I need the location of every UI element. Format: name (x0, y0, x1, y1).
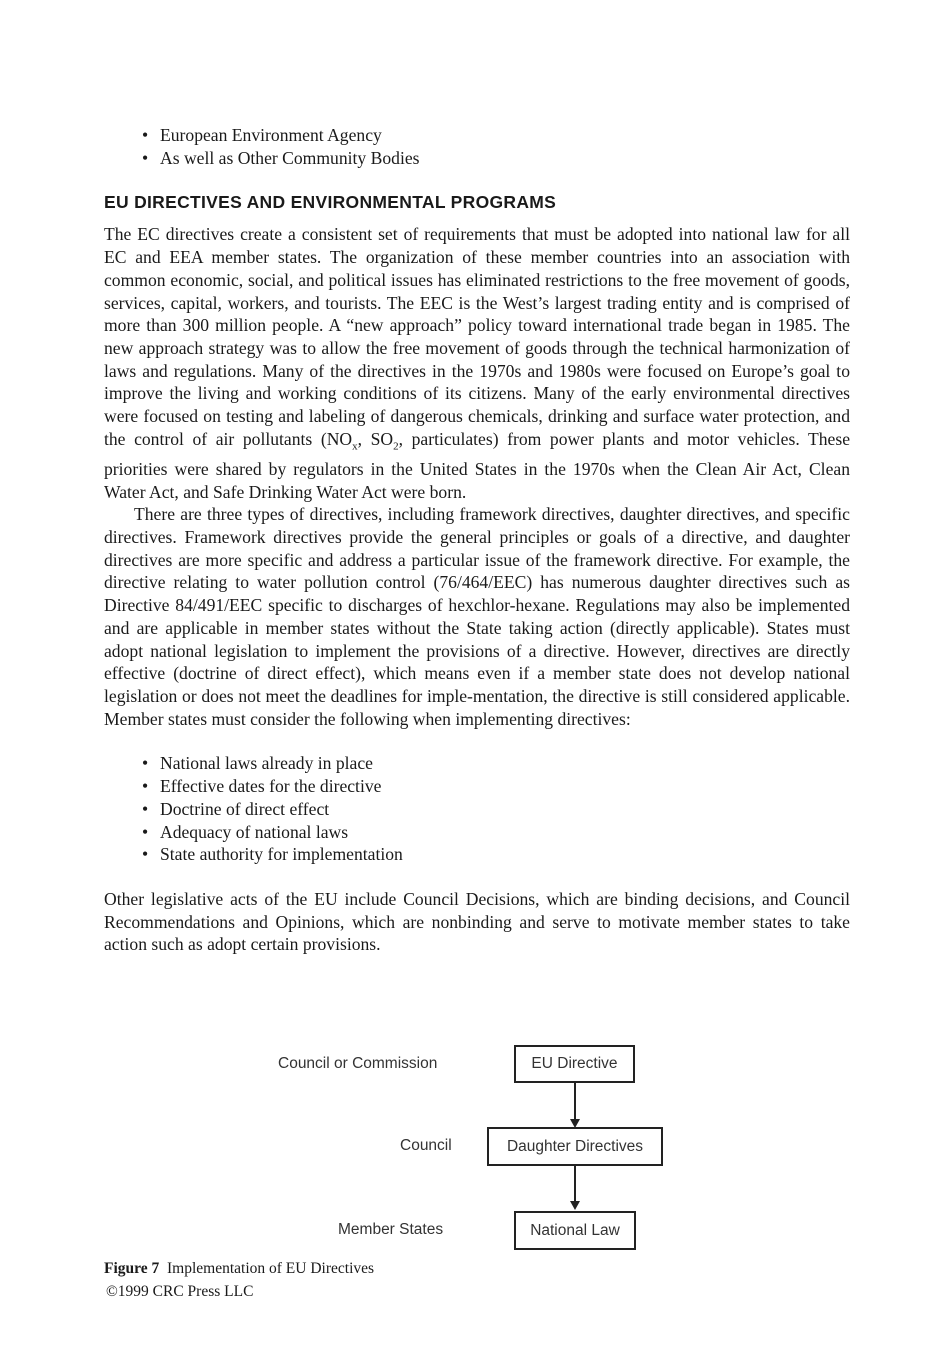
paragraph-3: Other legislative acts of the EU include Council Decisions, which are binding decisions, and Council Recommendations and Opinions, which are nonbinding and serve to motivate member states to take action such as adopt certain provisions. (104, 888, 850, 955)
paragraph-1-text-b: , SO (357, 428, 394, 449)
list-item: • Effective dates for the directive (142, 775, 850, 798)
paragraph-1-text-a: The EC directives create a consistent set of requirements that must be adopted into national law for all EC and EEA member states. The organization of these member countries into an association with common economic, social, and political issues has eliminated restrictions to the free movement of goods, services, capital, workers, and tourists. The EEC is the West’s largest trading entity and is comprised of more than 300 million people. A “new approach” policy toward international trade began in 1985. The new approach strategy was to allow the free movement of goods through the technical harmonization of laws and regulations. Many of the directives in the 1970s and 1980s were focused on Europe’s goal to improve the living and working conditions of its citizens. Many of the early environmental directives were focused on testing and labeling of dangerous chemicals, drinking and surface water protection, and the control of air pollutants (NO (104, 224, 850, 449)
paragraph-1 (104, 223, 850, 503)
box-daughter-directives: Daughter Directives (487, 1127, 663, 1166)
box-national-law: National Law (514, 1211, 636, 1250)
actor-label-council-or-commission: Council or Commission (278, 1055, 438, 1072)
list-item: • Doctrine of direct effect (142, 798, 850, 821)
intro-bullet-list (104, 124, 850, 169)
actor-label-member-states: Member States (338, 1221, 444, 1238)
list-item: • As well as Other Community Bodies (142, 147, 850, 170)
list-item: • State authority for implementation (142, 843, 850, 866)
paragraph-2: There are three types of directives, including framework directives, daughter directives, and specific directives. Framework directives provide the general principles or goals of a directive, and daughter directives are more specific and address a particular issue of the framework directive. For example, the directive relating to water pollution control (76/464/EEC) has numerous daughter directives such as Directive 84/491/EEC specific to discharges of hexchlor-hexane. Regulations may also be implemented and are applicable in member states without the State taking action (directly applicable). States must adopt national legislation to implement the provisions of a directive. However, directives are directly effective (doctrine of direct effect), which means even if a member state does not develop national legislation or does not meet the deadlines for imple-mentation, the directive is still considered applicable. Member states must consider the following when implementing directives: (104, 504, 850, 729)
considerations-list (104, 752, 850, 866)
subscript-x: x (352, 440, 358, 453)
copyright-notice: ©1999 CRC Press LLC (106, 1283, 254, 1300)
arrow-head (570, 1201, 580, 1210)
subscript-2: 2 (393, 440, 399, 453)
page-content (104, 124, 850, 956)
list-item: • National laws already in place (142, 752, 850, 775)
section-heading: EU DIRECTIVES AND ENVIRONMENTAL PROGRAMS (104, 192, 557, 213)
list-item: • European Environment Agency (142, 124, 850, 147)
actor-label-council: Council (400, 1137, 452, 1154)
arrow-head (570, 1119, 580, 1128)
paragraph-1-text-c: , particulates) from power plants and motor vehicles. These priorities were shared by regulators in the United States in the 1970s when the Clean Air Act, Clean Water Act, and Safe Drinking Water Act were born. (104, 428, 851, 502)
caption-text: Implementation of EU Directives (167, 1260, 375, 1277)
caption-label: Figure 7 (104, 1260, 160, 1277)
box-eu-directive: EU Directive (514, 1045, 635, 1083)
list-item: • Adequacy of national laws (142, 821, 850, 844)
arrow-line (574, 1083, 576, 1121)
arrow-line (574, 1166, 576, 1202)
figure-caption (104, 1259, 374, 1279)
